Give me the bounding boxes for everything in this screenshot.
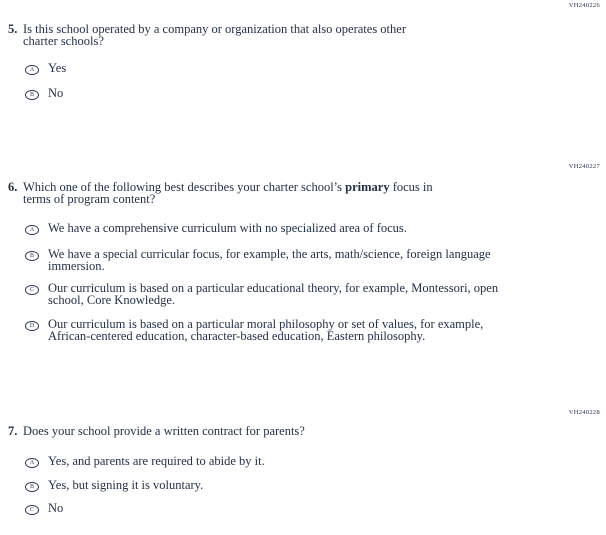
answer-bubble-q5-a[interactable]: A (25, 65, 39, 75)
answer-option-q6-a (25, 223, 407, 235)
answer-option-q6-d (25, 319, 483, 342)
question-5-text-line1: Is this school operated by a company or organization that also operates other (23, 22, 406, 36)
question-6-number: 6. (8, 180, 18, 194)
question-6-text-line2: terms of program content? (23, 192, 156, 206)
answer-bubble-q6-a[interactable]: A (25, 225, 39, 235)
answer-bubble-q7-a[interactable]: A (25, 458, 39, 468)
answer-option-q7-a (25, 456, 265, 468)
question-6-bold-word: primary (345, 180, 390, 194)
answer-bubble-q7-b[interactable]: B (25, 482, 39, 492)
answer-label-q7-a: Yes, and parents are required to abide by it. (48, 454, 265, 468)
form-item-code-q5: VH240226 (568, 2, 600, 9)
answer-bubble-q6-b[interactable]: B (25, 251, 39, 261)
answer-option-q5-a (25, 63, 66, 75)
answer-option-q7-b (25, 480, 203, 492)
form-item-code-q6: VH240227 (568, 163, 600, 170)
answer-label-q7-b: Yes, but signing it is voluntary. (48, 478, 204, 492)
answer-bubble-q6-d[interactable]: D (25, 321, 39, 331)
question-7-number: 7. (8, 424, 18, 438)
answer-label-q6-a: We have a comprehensive curriculum with no specialized area of focus. (48, 221, 407, 235)
answer-bubble-q5-b[interactable]: B (25, 90, 39, 100)
answer-option-q5-b (25, 88, 63, 100)
answer-label-q7-c: No (48, 501, 64, 515)
answer-label-q5-a: Yes (48, 61, 67, 75)
question-5-text (23, 23, 406, 47)
answer-label-q5-b: No (48, 86, 64, 100)
answer-option-q6-c (25, 283, 498, 306)
question-6-text-line1: Which one of the following best describes your charter school’s primary focus in (23, 180, 433, 194)
answer-bubble-q7-c[interactable]: C (25, 505, 39, 515)
question-7-text (23, 425, 305, 437)
form-item-code-q7: VH240228 (568, 409, 600, 416)
answer-label-q6-d: Our curriculum is based on a particular moral philosophy or set of values, for example, African-centered education, character-based education, Eastern philosophy. (48, 317, 484, 343)
answer-label-q6-c: Our curriculum is based on a particular educational theory, for example, Montessori, open school, Core Knowledge. (48, 281, 499, 307)
answer-label-q6-b: We have a special curricular focus, for example, the arts, math/science, foreign language immersion. (48, 247, 491, 273)
answer-bubble-q6-c[interactable]: C (25, 285, 39, 295)
answer-option-q7-c (25, 503, 63, 515)
question-5-text-line2: charter schools? (23, 34, 104, 48)
question-5-number: 5. (8, 22, 18, 36)
question-7-text-line1: Does your school provide a written contract for parents? (23, 424, 305, 438)
question-6-text (23, 181, 433, 205)
answer-option-q6-b (25, 249, 491, 272)
